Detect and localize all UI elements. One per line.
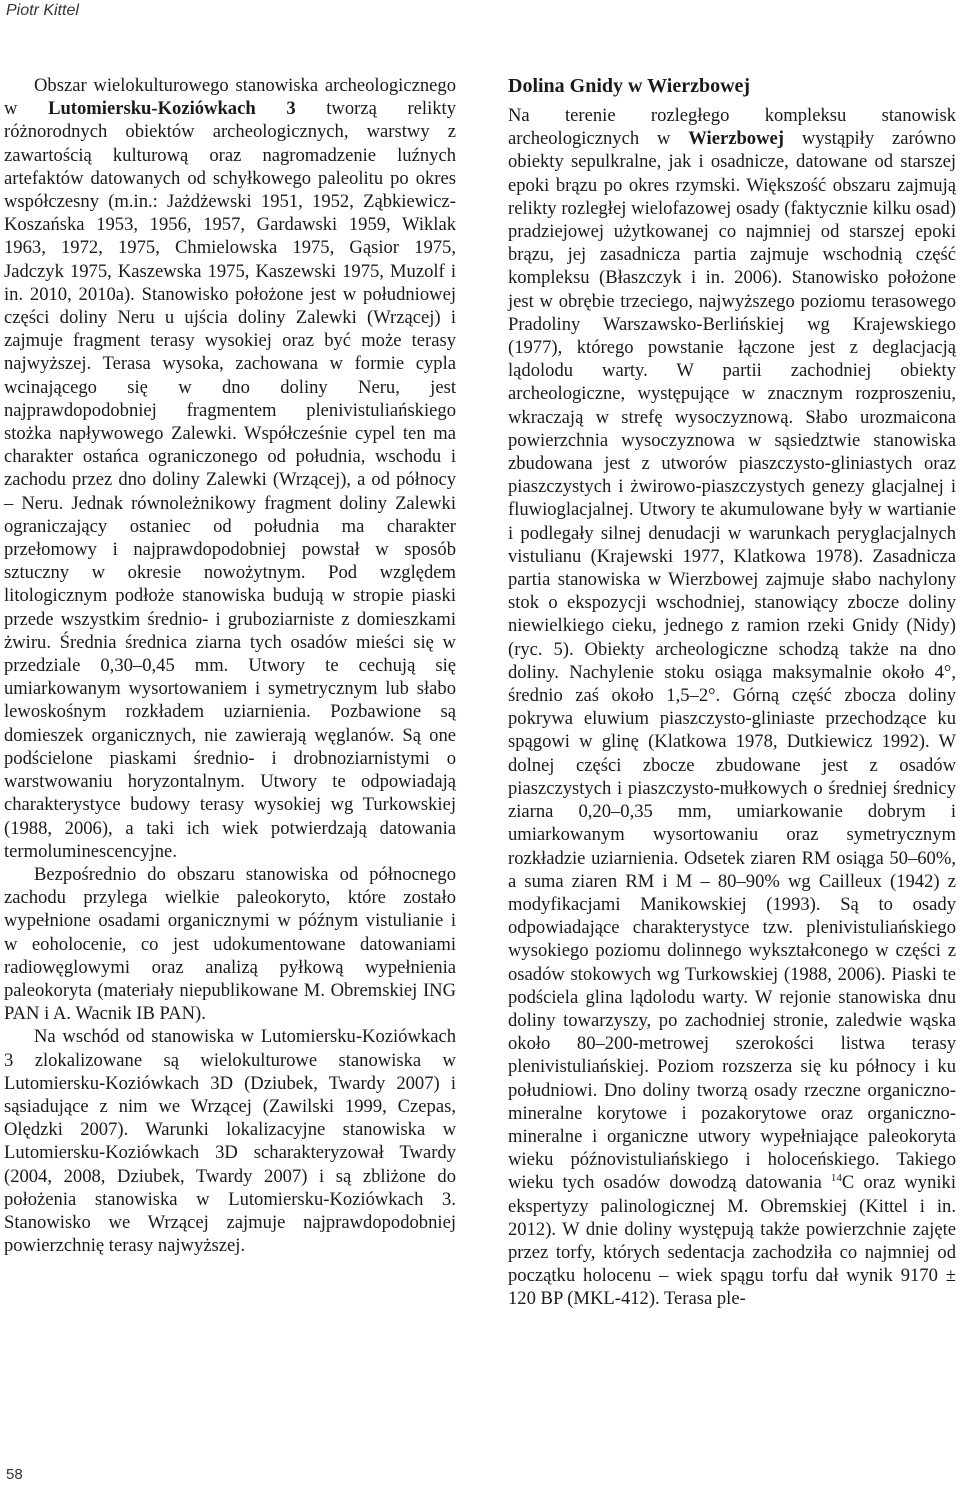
right-column bbox=[508, 74, 956, 1311]
site-name-bold: Lutomiersku-Koziówkach 3 bbox=[48, 98, 296, 120]
running-head-author: Piotr Kittel bbox=[6, 2, 79, 19]
text-run: Na terenie rozległego kompleksu stanowisk archeologicznych w bbox=[508, 105, 956, 150]
text-run: C oraz wyniki ekspertyzy palinologicznej M. Obremskiej (Kittel i in. 2012). W dnie doliny występują także powierzchnie zajęte przez torfy, których sedentacja zachodziła co najmniej od początku holocenu – wiek spągu torfu dał wynik 9170 ± 120 BP (MKL-412). Terasa ple- bbox=[508, 1172, 956, 1310]
text-run: Obszar wielokulturowego stanowiska archeologicznego w bbox=[4, 75, 456, 120]
left-column bbox=[4, 74, 456, 1257]
paragraph: Na wschód od stanowiska w Lutomiersku-Koziówkach 3 zlokalizowane są wielokulturowe stanowiska w Lutomiersku-Koziówkach 3D (Dziubek, Twardy 2007) i sąsiadujące z nim we Wrzącej (Zawilski 1999, Czepas, Olędzki 2007). Warunki lokalizacyjne stanowiska w Lutomiersku-Koziówkach 3D scharakteryzował Twardy (2004, 2008, Dziubek, Twardy 2007) i są zbliżone do położenia stanowiska w Lutomiersku-Koziówkach 3. Stanowisko we Wrzącej zajmuje najprawdopodobniej powierzchnię terasy najwyższej. bbox=[4, 1026, 456, 1257]
superscript: 14 bbox=[830, 1172, 842, 1185]
paragraph bbox=[4, 74, 456, 863]
paragraph: Bezpośrednio do obszaru stanowiska od północnego zachodu przylega wielkie paleokoryto, które zostało wypełnione osadami organicznymi w późnym vistulianie i w eoholocenie, co jest udokumentowane datowaniami radiowęglowymi oraz analizą pyłkową wypełnienia paleokoryta (materiały niepublikowane M. Obremskiej ING PAN i A. Wacnik IB PAN). bbox=[4, 863, 456, 1025]
section-heading: Dolina Gnidy w Wierzbowej bbox=[508, 75, 751, 97]
text-run: tworzą relikty różnorodnych obiektów archeologicznych, warstwy z zawartością kulturową oraz nagromadzenie luźnych artefaktów datowanych od schyłkowego paleolitu po okres współczesny (m.in.: Jażdżewski 1951, 1952, Ząbkiewicz-Koszańska 1953, 1956, 1957, Gardawski 1959, Wiklak 1963, 1972, 1975, Chmielowska 1975, Gąsior 1975, Jadczyk 1975, Kaszewska 1975, Kaszewski 1975, Muzolf i in. 2010, 2010a). Stanowisko położone jest w południowej części doliny Neru u ujścia doliny Zalewki (Wrzącej) i zajmuje fragment terasy wysokiej oraz być może terasy najwyższej. Terasa wysoka, zachowana w formie cypla wcinającego się w dno doliny Neru, jest najprawdopodobniej fragmentem plenivistuliańskiego stożka napływowego Zalewki. Współcześnie cypel ten ma charakter ostańca ograniczonego od południa, wschodu i zachodu przez dno doliny Zalewki (Wrzącej), a od północy – Neru. Jednak równoleżnikowy fragment doliny Zalewki ograniczający ostaniec od południa ma charakter przełomowy i najprawdopodobniej powstał w sposób sztuczny w okresie nowożytnym. Pod względem litologicznym podłoże stanowiska budują w stropie piaski przede wszystkim średnio- i gruboziarniste z domieszkami żwiru. Średnia średnica ziarna tych osadów mieści się w przedziale 0,30–0,45 mm. Utwory te cechują się umiarkowanym wysortowaniem i symetrycznym lub słabo lewoskośnym rozkładem uziarnienia. Pozbawione są domieszek organicznych, nie zawierają węglanów. Są one podścielone piaskami średnio- i drobnoziarnistymi o warstwowaniu horyzontalnym. Utwory te odpowiadają charakterystyce budowy terasy wysokiej wg Turkowskiej (1988, 2006), a taki ich wiek potwierdzają datowania termoluminescencyjne. bbox=[4, 98, 456, 862]
text-run: wystąpiły zarówno obiekty sepulkralne, jak i osadnicze, datowane od starszej epoki brązu po okres rzymski. Większość obszaru zajmują relikty rozległej wielofazowej osady (faktycznie kilku osad) pradziejowej użytkowanej co najmniej od starszej epoki brązu, jej zasadnicza partia zajmuje wschodnią część kompleksu (Błaszczyk i in. 2006). Stanowisko położone jest w obrębie trzeciego, najwyższego poziomu terasowego Pradoliny Warszawsko-Berlińskiej wg Krajewskiego (1977), którego powstanie łączone jest z deglacjacją lądolodu warty. W partii zachodniej obiekty archeologiczne, występujące w znacznym rozproszeniu, wkraczają w strefę wysoczyznową. Słabo urozmaicona powierzchnia wysoczyznowa w sąsiedztwie stanowiska zbudowana jest z utworów piaszczysto-gliniastych oraz piaszczystych i żwirowo-piaszczystych genezy glacjalnej i fluwioglacjalnej. Utwory te akumulowane były w wartianie i podlegały silnej denudacji w warunkach peryglacjalnych vistulianu (Krajewski 1977, Klatkowa 1978). Zasadnicza partia stanowiska w Wierzbowej zajmuje słabo nachylony stok o ekspozycji wschodniej, stanowiący zbocze doliny niewielkiego cieku, jednego z ramion rzeki Gnidy (Nidy) (ryc. 5). Obiekty archeologiczne schodzą także na dno doliny. Nachylenie stoku osiąga maksymalnie około 4°, średnio zaś około 1,5–2°. Górną część zbocza doliny pokrywa eluwium piaszczysto-gliniaste przechodzące ku spągowi w glinę (Klatkowa 1978, Dutkiewicz 1992). W dolnej części zbocze zbudowane jest z osadów piaszczystych i piaszczysto-mułkowych o średniej średnicy ziarna 0,20–0,35 mm, umiarkowanie dobrym i umiarkowanym wysortowaniu oraz symetrycznym rozkładzie uziarnienia. Odsetek ziaren RM osiąga 50–60%, a suma ziaren RM i M – 80–90% wg Cailleux (1942) z modyfikacjami Manikowskiej (1993). Są to osady odpowiadające charakterystyce tzw. plenivistuliańskiego wysokiego poziomu dolinnego wykształconego w części z osadów stokowych wg Turkowskiej (1988, 2006). Piaski te podściela glina lądolodu warty. W rejonie stanowiska dnu doliny towarzyszy, po zachodniej stronie, zaledwie wąska około 80–200-metrowej szerokości listwa terasy plenivistuliańskiej. Poziom rozszerza się ku północy i ku południowi. Dno doliny tworzą osady rzeczne organiczno-mineralne korytowe i pozakorytowe oraz organiczno-mineralne i organiczne utwory wypełniające paleokoryta wieku późnovistuliańskiego i holoceńskiego. Takiego wieku tych osadów dowodzą datowania bbox=[508, 128, 957, 1194]
page-number: 58 bbox=[6, 1466, 23, 1483]
site-name-bold: Wierzbowej bbox=[688, 128, 784, 150]
paragraph bbox=[508, 104, 956, 1311]
